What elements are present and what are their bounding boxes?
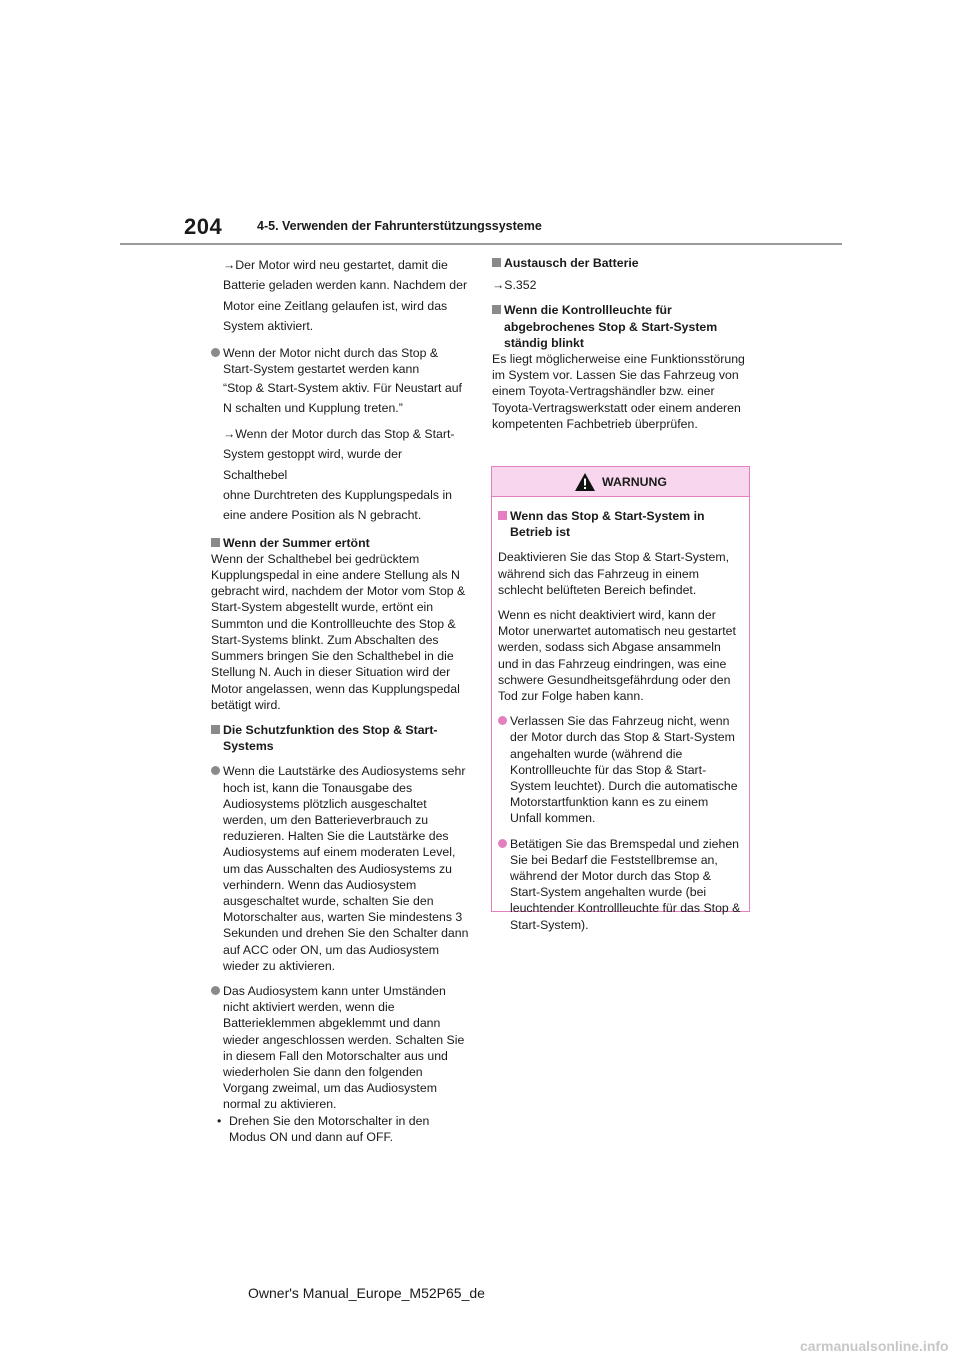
bullet-circle-icon xyxy=(498,839,507,848)
bullet-item xyxy=(211,345,469,377)
intro-line: Batterie geladen werden kann. Nachdem der xyxy=(223,278,468,293)
warning-box xyxy=(491,466,750,932)
right-column xyxy=(492,255,750,432)
page-header xyxy=(0,0,960,250)
answer-line: →Wenn der Motor durch das Stop & Start- xyxy=(223,427,455,442)
bullet-text: Betätigen Sie das Bremspedal und ziehen Sie bei Bedarf die Feststellbremse an, während der Motor durch das Stop & Start-System angehalten wurde (bei leuchtender Kontrollleuchte für das Stop & Start-System). xyxy=(510,836,741,932)
bullet-item xyxy=(498,836,743,933)
heading-text: Austausch der Batterie xyxy=(504,256,639,270)
intro-line: →Der Motor wird neu gestartet, damit die xyxy=(223,258,448,272)
page-number: 204 xyxy=(184,214,223,239)
intro-line: System aktiviert. xyxy=(223,318,314,333)
intro-line: Motor eine Zeitlang gelaufen ist, wird das xyxy=(223,298,448,313)
heading-square-icon xyxy=(498,511,507,520)
section-heading xyxy=(492,302,750,351)
heading-square-icon xyxy=(211,538,220,547)
paragraph: Deaktivieren Sie das Stop & Start-System, während sich das Fahrzeug in einem schlecht belüfteten Bereich befindet. xyxy=(498,550,730,597)
heading-square-icon xyxy=(211,725,220,734)
quote-line: “Stop & Start-System aktiv. Für Neustart auf xyxy=(223,380,462,395)
heading-text: Wenn der Summer ertönt xyxy=(223,535,370,550)
paragraph: Wenn es nicht deaktiviert wird, kann der Motor unerwartet automatisch neu gestartet werden, sodass sich Abgase ansammeln und in das Fahrzeug eindringen, was eine schwere Gesundheitsgefährdung oder den Tod zur Folge haben kann. xyxy=(498,608,736,704)
warning-triangle-icon xyxy=(574,472,596,492)
heading-text: Wenn das Stop & Start-System in Betrieb ist xyxy=(510,509,705,540)
answer-line: eine andere Position als N gebracht. xyxy=(223,508,422,523)
section-heading xyxy=(492,255,750,271)
bullet-text: Wenn der Motor nicht durch das Stop & Start-System gestartet werden kann xyxy=(223,346,439,377)
paragraph: Wenn der Schalthebel bei gedrücktem Kupplungspedal in eine andere Stellung als N gebracht wird, nachdem der Motor vom Stop & Start-System abgestellt wurde, ertönt ein Summton und die Kontrollleuchte des Stop & Start-Systems blinkt. Zum Abschalten des Summers bringen Sie den Schalthebel in die Stellung N. Auch in dieser Situation wird der Motor angelassen, wenn das Kupplungspedal betätigt wird. xyxy=(211,551,466,712)
heading-text: Die Schutzfunktion des Stop & Start-Systems xyxy=(223,722,438,754)
section-heading xyxy=(211,722,469,754)
warning-header xyxy=(492,467,749,497)
bullet-text: Wenn die Lautstärke des Audiosystems sehr hoch ist, kann die Tonausgabe des Audiosystems plötzlich ausgeschaltet werden, um den Batterieverbrauch zu reduzieren. Halten Sie die Lautstärke des Audiosystems auf einem moderaten Level, um das Ausschalten des Audiosystems zu verhindern. Wenn das Audiosystem ausgeschaltet wurde, schalten Sie den Motorschalter aus, warten Sie mindestens 3 Sekunden und drehen Sie den Schalter dann auf ACC oder ON, um das Audiosystem wieder zu aktivieren. xyxy=(223,764,469,973)
bullet-circle-icon xyxy=(498,716,507,725)
left-column xyxy=(211,255,469,1145)
bullet-circle-icon xyxy=(211,986,220,995)
paragraph: Es liegt möglicherweise eine Funktionsstörung im System vor. Lassen Sie das Fahrzeug von einem Toyota-Vertragshändler bzw. einer Toyota-Vertragswerkstatt oder einem anderen kompetenten Fachbetrieb überprüfen. xyxy=(492,352,745,431)
watermark: carmanualsonline.info xyxy=(800,1338,949,1354)
bullet-item xyxy=(211,763,469,974)
sub-bullet-mark: • xyxy=(217,1113,222,1128)
heading-square-icon xyxy=(492,305,501,314)
heading-text: Wenn die Kontrollleuchte für abgebrochenes Stop & Start-System ständig blinkt xyxy=(504,303,718,350)
answer-line: System gestoppt wird, wurde der Schalthebel xyxy=(223,447,403,482)
bullet-circle-icon xyxy=(211,766,220,775)
bullet-circle-icon xyxy=(211,348,220,357)
sub-bullet-item xyxy=(211,1113,469,1145)
warning-heading xyxy=(498,508,743,540)
quote-line: N schalten und Kupplung treten.” xyxy=(223,400,403,415)
bullet-item xyxy=(211,983,469,1113)
bullet-item xyxy=(498,713,743,826)
section-title: 4-5. Verwenden der Fahrunterstützungssysteme xyxy=(257,219,542,233)
cross-reference: →S.352 xyxy=(492,278,537,293)
manual-name: Owner's Manual_Europe_M52P65_de xyxy=(248,1285,485,1301)
warning-title: WARNUNG xyxy=(602,474,667,489)
heading-square-icon xyxy=(492,258,501,267)
bullet-text: Verlassen Sie das Fahrzeug nicht, wenn der Motor durch das Stop & Start-System angehalten wurde (während die Kontrollleuchte für das Stop & Start-System leuchtet). Durch die automatische Motorstartfunktion kann es zu einem Unfall kommen. xyxy=(510,714,738,826)
warning-body xyxy=(492,497,749,933)
answer-line: ohne Durchtreten des Kupplungspedals in xyxy=(223,488,453,503)
header-divider xyxy=(120,243,842,245)
bullet-text: Das Audiosystem kann unter Umständen nicht aktiviert werden, wenn die Batterieklemmen abgeklemmt und dann wieder angeschlossen werden. Schalten Sie in diesem Fall den Motorschalter aus und wiederholen Sie dann den folgenden Vorgang zweimal, um das Audiosystem normal zu aktivieren. xyxy=(223,983,465,1112)
sub-bullet-text: Drehen Sie den Motorschalter in den Modus ON und dann auf OFF. xyxy=(229,1113,430,1144)
section-heading xyxy=(211,535,469,551)
